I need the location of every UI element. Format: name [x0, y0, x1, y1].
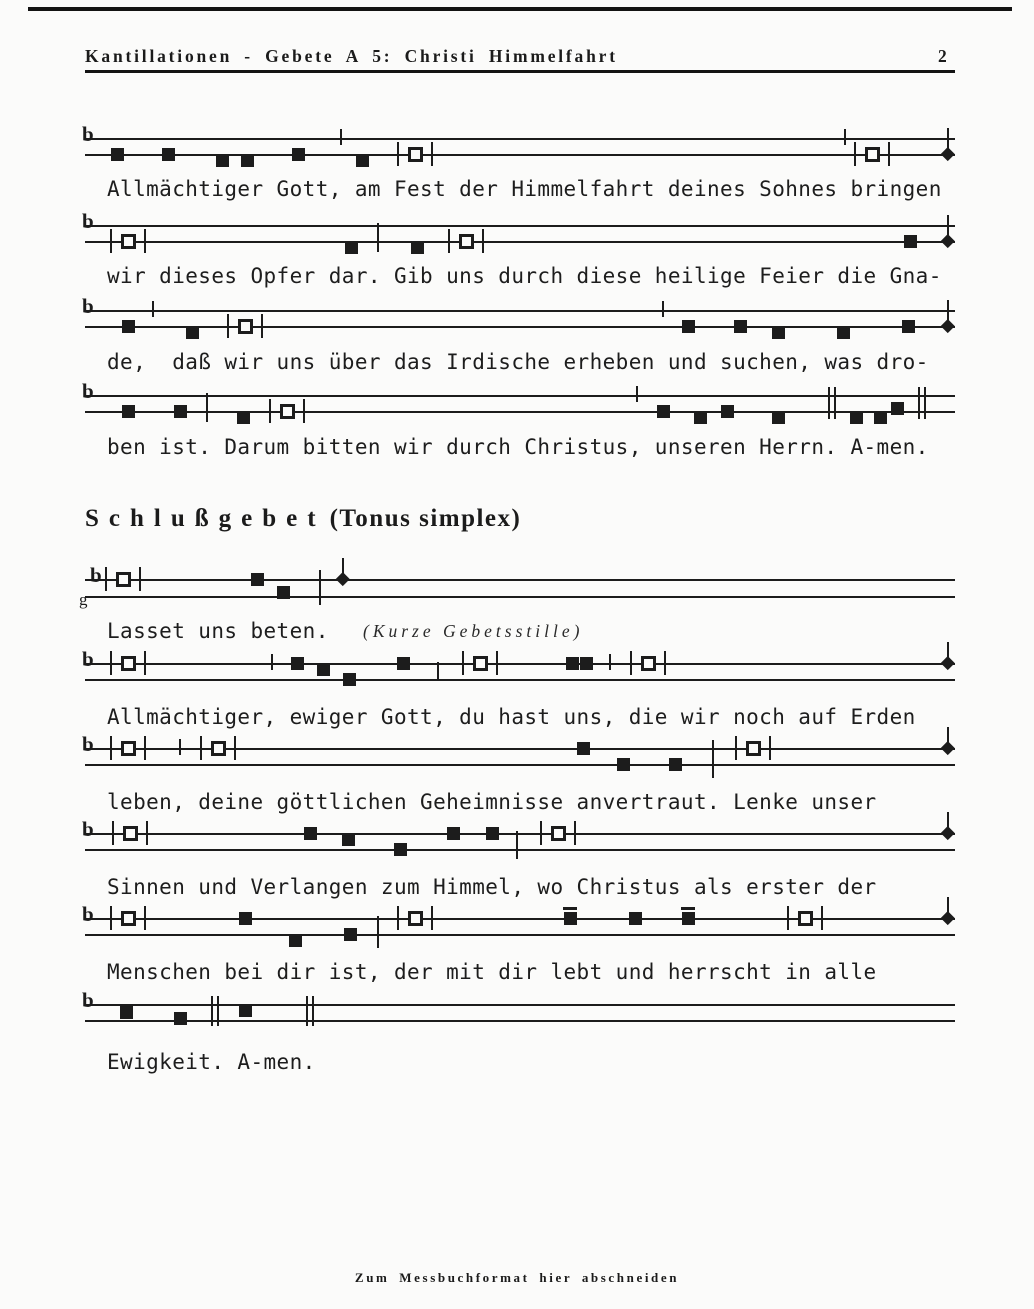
recitation-tick: [540, 821, 542, 845]
recitation-tick: [769, 736, 771, 760]
lyric-text: Sinnen und Verlangen zum Himmel, wo Christus als erster der: [107, 875, 877, 899]
recitation-tick: [496, 651, 498, 675]
flat-icon: b: [82, 988, 94, 1012]
episema-line: [681, 907, 695, 910]
footer-cut-note: Zum Messbuchformat hier abschneiden: [354, 1270, 680, 1285]
flat-icon: b: [90, 563, 102, 587]
flat-icon: b: [82, 122, 94, 146]
note-square: [291, 657, 304, 670]
note-square: [111, 148, 124, 161]
quarter-bar-tick: [179, 739, 181, 755]
note-square: [174, 405, 187, 418]
recitation-tick: [397, 906, 399, 930]
note-square: [237, 411, 250, 424]
recitation-tick: [787, 906, 789, 930]
recitation-tick: [110, 651, 112, 675]
recitation-tick: [397, 142, 399, 166]
recitation-note: [641, 656, 656, 671]
lyric-text: Ewigkeit. A-men.: [107, 1050, 316, 1074]
note-square: [564, 912, 577, 925]
recitation-note: [238, 319, 253, 334]
recitation-tick: [261, 314, 263, 338]
note-square: [304, 827, 317, 840]
bar-line: [377, 223, 379, 252]
recitation-note: [123, 826, 138, 841]
recitation-tick: [112, 821, 114, 845]
recitation-note: [551, 826, 566, 841]
recitation-note: [121, 656, 136, 671]
double-bar-line: [924, 387, 926, 419]
note-square: [577, 742, 590, 755]
note-square: [902, 320, 915, 333]
note-square: [566, 657, 579, 670]
lyric-text: de, daß wir uns über das Irdische erheben und suchen, was dro-: [107, 350, 929, 374]
recitation-tick: [664, 651, 666, 675]
staff-line: [85, 663, 955, 665]
note-square: [850, 411, 863, 424]
header-rule: [85, 70, 955, 73]
note-square: [174, 1012, 187, 1025]
recitation-tick: [462, 651, 464, 675]
recitation-tick: [105, 567, 107, 591]
note-square: [239, 1004, 252, 1017]
lyric-text: ben ist. Darum bitten wir durch Christus, unseren Herrn. A-men.: [107, 435, 929, 459]
recitation-tick: [110, 906, 112, 930]
final-diamond: [941, 656, 954, 669]
note-square: [345, 241, 358, 254]
staff-line: [85, 918, 955, 920]
bar-line: [516, 831, 518, 859]
recitation-note: [798, 911, 813, 926]
note-square: [342, 833, 355, 846]
page-number: 2: [938, 46, 947, 66]
lyric-text: leben, deine göttlichen Geheimnisse anvertraut. Lenke unser: [107, 790, 877, 814]
recitation-note: [121, 911, 136, 926]
note-square: [772, 326, 785, 339]
note-square: [682, 320, 695, 333]
final-diamond: [941, 911, 954, 924]
recitation-tick: [227, 314, 229, 338]
recitation-tick: [200, 736, 202, 760]
note-square: [122, 320, 135, 333]
recitation-tick: [146, 821, 148, 845]
note-square: [344, 928, 357, 941]
bar-line: [206, 393, 208, 422]
note-square: [580, 657, 593, 670]
final-diamond: [941, 741, 954, 754]
flat-icon: b: [82, 209, 94, 233]
recitation-note: [746, 741, 761, 756]
recitation-tick: [574, 821, 576, 845]
note-square: [904, 235, 917, 248]
staff-line: [85, 326, 955, 328]
recitation-tick: [144, 229, 146, 253]
note-square: [120, 1006, 133, 1019]
lyric-text: Allmächtiger, ewiger Gott, du hast uns, die wir noch auf Erden: [107, 705, 916, 729]
quarter-bar-tick: [609, 654, 611, 670]
recitation-note: [121, 741, 136, 756]
recitation-tick: [234, 736, 236, 760]
note-square: [292, 148, 305, 161]
staff-line: [85, 310, 955, 312]
note-square: [186, 326, 199, 339]
flat-icon: b: [82, 294, 94, 318]
recitation-tick: [144, 651, 146, 675]
episema-line: [563, 907, 577, 910]
page-title: Kantillationen - Gebete A 5: Christi Himmelfahrt: [85, 46, 618, 66]
note-square: [216, 154, 229, 167]
recitation-tick: [630, 651, 632, 675]
section-heading-word: Schlußgebet: [85, 505, 326, 532]
lyric-text: Lasset uns beten.: [107, 619, 329, 643]
double-bar-line: [834, 387, 836, 419]
section-heading: [85, 505, 521, 533]
staff-line: [85, 764, 955, 766]
note-square: [682, 912, 695, 925]
recitation-tick: [269, 399, 271, 423]
note-square: [874, 411, 887, 424]
recitation-tick: [144, 736, 146, 760]
recitation-note: [116, 572, 131, 587]
recitation-note: [459, 234, 474, 249]
staff-line: [85, 934, 955, 936]
note-square: [669, 758, 682, 771]
note-square: [162, 148, 175, 161]
staff-line: [85, 1004, 955, 1006]
recitation-tick: [482, 229, 484, 253]
final-diamond: [336, 572, 349, 585]
recitation-tick: [110, 736, 112, 760]
staff-line: [85, 679, 955, 681]
note-square: [356, 154, 369, 167]
lyric-text: wir dieses Opfer dar. Gib uns durch diese heilige Feier die Gna-: [107, 264, 942, 288]
bar-line: [319, 570, 321, 605]
note-square: [394, 843, 407, 856]
note-square: [317, 663, 330, 676]
quarter-bar-tick: [636, 386, 638, 402]
recitation-note: [211, 741, 226, 756]
note-square: [122, 405, 135, 418]
note-square: [772, 411, 785, 424]
staff-line: [85, 225, 955, 227]
quarter-bar-tick: [271, 654, 273, 670]
note-square: [694, 411, 707, 424]
note-square: [629, 912, 642, 925]
flat-icon: b: [82, 379, 94, 403]
flat-icon: b: [82, 647, 94, 671]
recitation-tick: [431, 142, 433, 166]
recitation-note: [280, 404, 295, 419]
recitation-note: [121, 234, 136, 249]
quarter-bar-tick: [844, 129, 846, 145]
flat-icon: b: [82, 732, 94, 756]
recitation-tick: [431, 906, 433, 930]
double-bar-line: [217, 996, 219, 1026]
recitation-tick: [139, 567, 141, 591]
note-square: [657, 405, 670, 418]
note-square: [721, 405, 734, 418]
final-diamond: [941, 319, 954, 332]
staff-line: [85, 833, 955, 835]
double-bar-line: [918, 387, 920, 419]
recitation-note: [408, 147, 423, 162]
recitation-tick: [448, 229, 450, 253]
quarter-bar-tick: [662, 301, 664, 317]
recitation-tick: [821, 906, 823, 930]
note-square: [447, 827, 460, 840]
page-top-border: [28, 7, 1012, 11]
recitation-tick: [854, 142, 856, 166]
staff-line: [85, 596, 955, 598]
staff-line: [85, 411, 955, 413]
lyric-text: Allmächtiger Gott, am Fest der Himmelfahrt deines Sohnes bringen: [107, 177, 942, 201]
staff-line: [85, 579, 955, 581]
note-square: [397, 657, 410, 670]
note-square: [241, 154, 254, 167]
quarter-bar-tick: [340, 129, 342, 145]
recitation-note: [408, 911, 423, 926]
pitch-letter: g: [79, 590, 88, 609]
recitation-note: [473, 656, 488, 671]
note-square: [734, 320, 747, 333]
staff-line: [85, 241, 955, 243]
rubric-text: (Kurze Gebetsstille): [363, 621, 584, 641]
note-square: [411, 241, 424, 254]
double-bar-line: [312, 996, 314, 1026]
bar-line: [712, 740, 714, 778]
recitation-tick: [888, 142, 890, 166]
final-diamond: [941, 234, 954, 247]
note-square: [486, 827, 499, 840]
double-bar-line: [211, 996, 213, 1026]
staff-line: [85, 1020, 955, 1022]
recitation-tick: [303, 399, 305, 423]
bar-line: [377, 916, 379, 948]
bar-line: [437, 662, 439, 680]
double-bar-line: [828, 387, 830, 419]
staff-line: [85, 849, 955, 851]
final-diamond: [941, 147, 954, 160]
section-heading-paren: (Tonus simplex): [329, 505, 522, 532]
note-square: [837, 326, 850, 339]
double-bar-line: [306, 996, 308, 1026]
note-square: [617, 758, 630, 771]
note-square: [343, 673, 356, 686]
note-square: [239, 912, 252, 925]
recitation-tick: [144, 906, 146, 930]
lyric-text: Menschen bei dir ist, der mit dir lebt und herrscht in alle: [107, 960, 877, 984]
staff-line: [85, 395, 955, 397]
recitation-tick: [110, 229, 112, 253]
recitation-tick: [735, 736, 737, 760]
quarter-bar-tick: [152, 301, 154, 317]
final-diamond: [941, 826, 954, 839]
note-square: [289, 934, 302, 947]
note-square: [891, 402, 904, 415]
staff-line: [85, 138, 955, 140]
flat-icon: b: [82, 902, 94, 926]
recitation-note: [865, 147, 880, 162]
note-square: [277, 586, 290, 599]
flat-icon: b: [82, 817, 94, 841]
note-square: [251, 573, 264, 586]
